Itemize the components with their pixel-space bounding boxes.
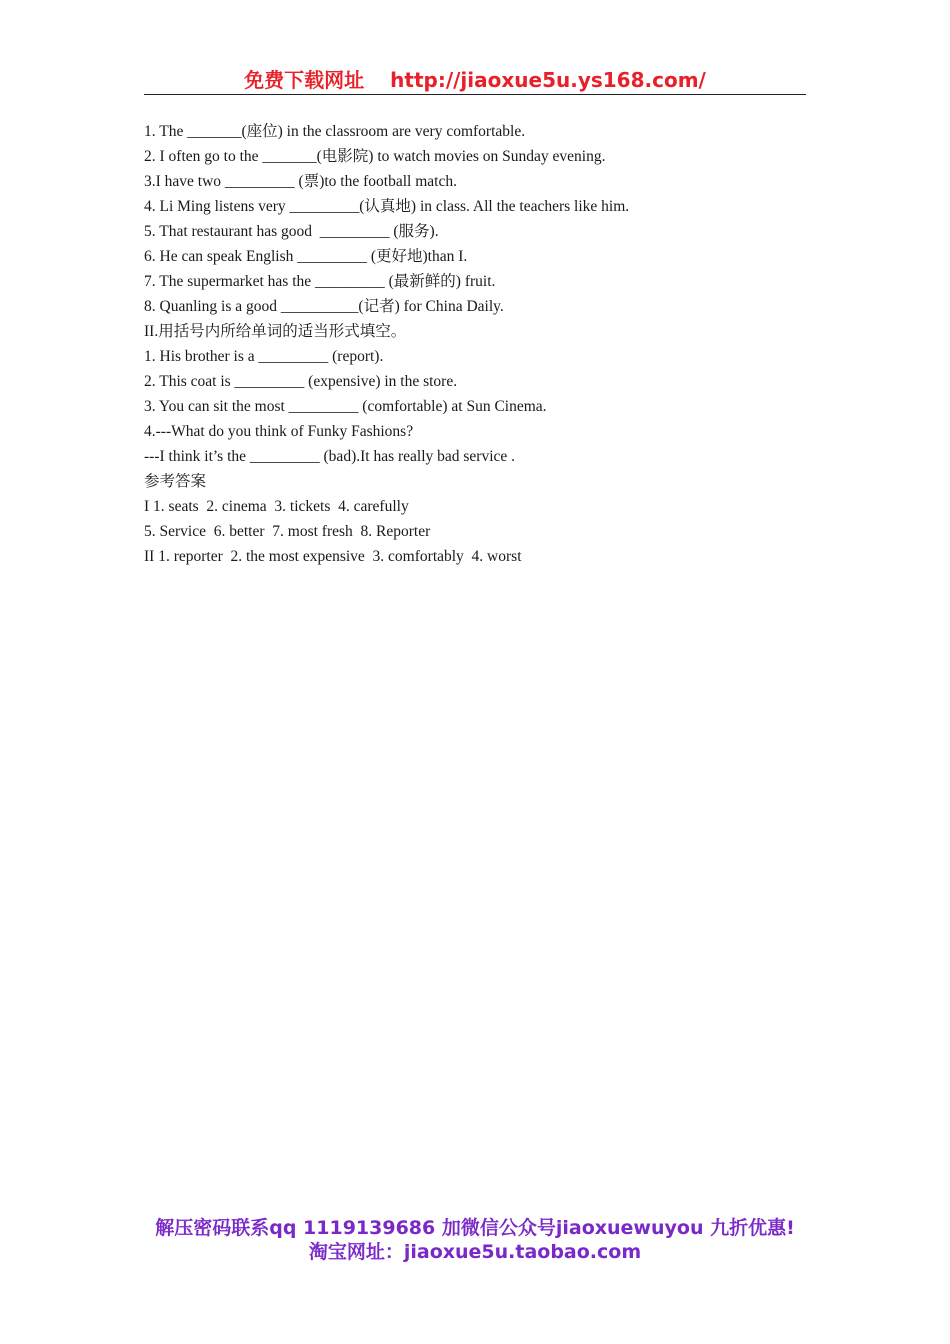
question-line: 7. The supermarket has the _________ (最新鲜的) fruit. (144, 273, 496, 290)
answer-line: 5. Service 6. better 7. most fresh 8. Reporter (144, 523, 431, 540)
question-line: 2. I often go to the _______(电影院) to watch movies on Sunday evening. (144, 148, 606, 165)
question-line: 1. His brother is a _________ (report). (144, 348, 384, 365)
question-line: 4.---What do you think of Funky Fashions? (144, 423, 414, 440)
question-line: 3.I have two _________ (票)to the football match. (144, 173, 457, 190)
question-line: 8. Quanling is a good __________(记者) for China Daily. (144, 298, 504, 315)
page-header (144, 66, 806, 95)
answer-line: II 1. reporter 2. the most expensive 3. comfortably 4. worst (144, 548, 522, 565)
question-line: ---I think it’s the _________ (bad).It has really bad service . (144, 448, 516, 465)
question-line: 3. You can sit the most _________ (comfortable) at Sun Cinema. (144, 398, 547, 415)
question-line: 5. That restaurant has good _________ (服务). (144, 223, 439, 240)
question-line: 6. He can speak English _________ (更好地)than I. (144, 248, 468, 265)
footer-contact-line: 解压密码联系qq 1119139686 加微信公众号jiaoxuewuyou 九折优惠! (155, 1217, 795, 1239)
answer-line: I 1. seats 2. cinema 3. tickets 4. carefully (144, 498, 409, 515)
header-url-link[interactable]: http://jiaoxue5u.ys168.com/ (390, 68, 706, 92)
page-footer (0, 1216, 950, 1264)
exercise-content (144, 119, 824, 569)
question-line: 1. The _______(座位) in the classroom are very comfortable. (144, 123, 526, 140)
section-heading: II.用括号内所给单词的适当形式填空。 (144, 323, 407, 340)
answers-heading: 参考答案 (144, 473, 207, 490)
header-label: 免费下载网址 (244, 68, 365, 92)
question-line: 2. This coat is _________ (expensive) in the store. (144, 373, 458, 390)
question-line: 4. Li Ming listens very _________(认真地) in class. All the teachers like him. (144, 198, 630, 215)
footer-shop-link[interactable]: 淘宝网址：jiaoxue5u.taobao.com (308, 1241, 642, 1263)
